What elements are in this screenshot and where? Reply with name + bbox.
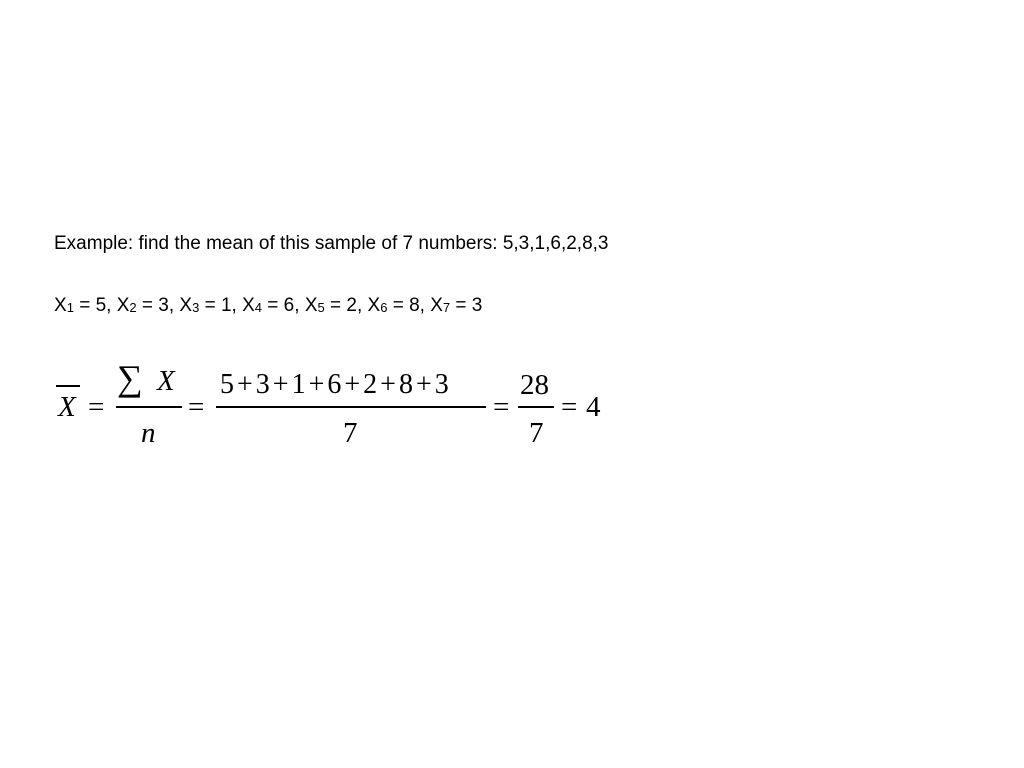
x-variable: X (116, 295, 130, 316)
x-assignment: = 5, (73, 295, 117, 316)
x-value-term (54, 295, 117, 316)
x-variable: X (179, 295, 193, 316)
mean-symbol: X (58, 391, 76, 423)
x-variable: X (304, 295, 318, 316)
x-variable: X (430, 295, 443, 316)
x-values-list (54, 296, 482, 315)
x-assignment: = 3 (450, 295, 483, 316)
fraction-bar (116, 406, 182, 408)
x-value-term (368, 295, 431, 316)
x-assignment: = 2, (324, 295, 368, 316)
equals-sign: = (493, 391, 510, 423)
x-subscript: 2 (129, 300, 137, 315)
x-value-term (430, 295, 482, 316)
x-value-term (305, 295, 368, 316)
sum-variable: X (157, 365, 175, 397)
x-subscript: 7 (442, 300, 451, 315)
equals-sign: = (561, 391, 578, 423)
mean-result: 4 (586, 391, 601, 423)
x-subscript: 6 (380, 300, 388, 315)
x-value-term (242, 295, 305, 316)
x-subscript: 5 (317, 300, 325, 315)
x-subscript: 3 (192, 300, 200, 315)
x-value-term (179, 295, 242, 316)
x-variable: X (54, 295, 67, 316)
sum-expression: 5 + 3 + 1 + 6 + 2 + 8 + 3 (220, 369, 449, 400)
x-assignment: = 1, (199, 295, 243, 316)
equals-sign: = (88, 391, 105, 423)
sigma-symbol: ∑ (117, 358, 143, 398)
mean-overbar (56, 385, 80, 387)
denominator: 7 (343, 417, 358, 449)
total-numerator: 28 (520, 369, 549, 401)
fraction-bar (518, 406, 554, 408)
fraction-bar (216, 406, 486, 408)
n-variable: n (141, 417, 156, 449)
x-subscript: 4 (254, 300, 263, 315)
equals-sign: = (188, 391, 205, 423)
denominator: 7 (529, 417, 544, 449)
x-value-term (117, 295, 180, 316)
x-variable: X (367, 295, 381, 316)
example-prompt: Example: find the mean of this sample of 7 numbers: 5,3,1,6,2,8,3 (54, 233, 609, 254)
x-variable: X (242, 295, 255, 316)
x-subscript: 1 (66, 300, 74, 315)
x-assignment: = 3, (136, 295, 180, 316)
x-assignment: = 8, (387, 295, 431, 316)
x-assignment: = 6, (262, 295, 305, 316)
